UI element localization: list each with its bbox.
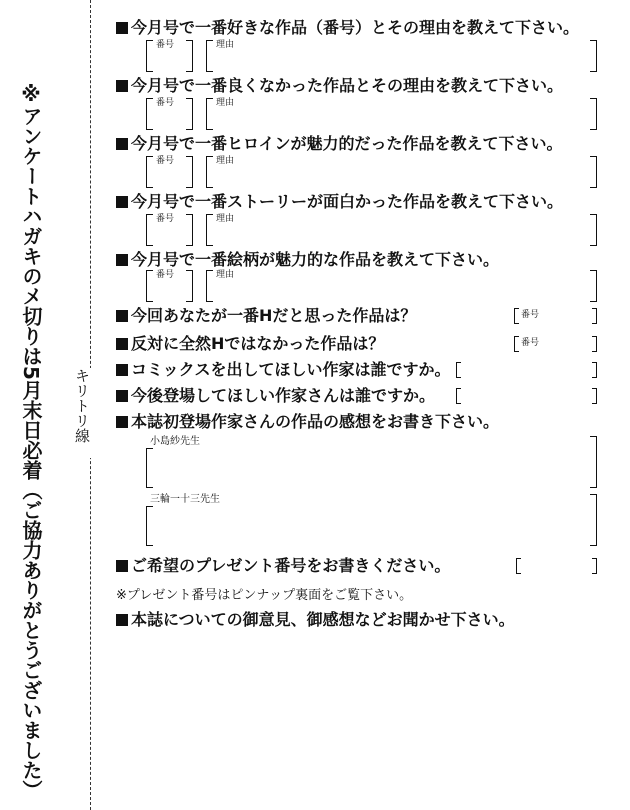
reason-bracket-left: [206, 98, 213, 130]
number-label: 番号: [156, 214, 175, 224]
comment-bracket-left: [146, 506, 153, 546]
reason-label: 理由: [216, 98, 235, 108]
reason-bracket-right: [590, 98, 597, 130]
number-label: 番号: [521, 338, 540, 348]
bullet-square-icon: [116, 310, 128, 322]
author-bracket-right: [592, 362, 597, 378]
question-3-text: 今月号で一番ヒロインが魅力的だった作品を教えて下さい。: [131, 134, 563, 153]
number-bracket-right: [186, 98, 193, 130]
author-bracket-left: [456, 362, 461, 378]
question-12: [116, 610, 515, 630]
question-5: [116, 250, 499, 270]
number-label: 番号: [156, 156, 175, 166]
author-bracket-left: [456, 388, 461, 404]
reason-bracket-left: [206, 214, 213, 246]
bullet-square-icon: [116, 254, 128, 266]
question-2-text: 今月号で一番良くなかった作品とその理由を教えて下さい。: [131, 76, 564, 95]
number-bracket-left: [146, 40, 153, 72]
bullet-square-icon: [116, 80, 128, 92]
number-label: 番号: [521, 310, 540, 320]
question-10-text: 本誌初登場作家さんの作品の感想をお書き下さい。: [131, 412, 500, 431]
bullet-square-icon: [116, 560, 128, 572]
question-7: [116, 334, 384, 354]
question-6: [116, 306, 416, 326]
bullet-square-icon: [116, 22, 128, 34]
reason-bracket-left: [206, 156, 213, 188]
question-9: [116, 386, 435, 406]
comment-bracket-right: [590, 494, 597, 546]
bullet-square-icon: [116, 138, 128, 150]
bullet-square-icon: [116, 614, 128, 626]
question-1: [116, 18, 579, 38]
reason-bracket-left: [206, 270, 213, 302]
cut-line-label: キリトリ線: [71, 368, 93, 458]
question-5-text: 今月号で一番絵柄が魅力的な作品を教えて下さい。: [131, 250, 500, 269]
question-9-text: 今後登場してほしい作家さんは誰ですか。: [131, 386, 436, 405]
number-label: 番号: [156, 40, 175, 50]
number-bracket-left: [146, 98, 153, 130]
reason-bracket-left: [206, 40, 213, 72]
author-name-1: 小島紗先生: [150, 436, 200, 447]
number-bracket-right: [592, 336, 597, 352]
number-bracket-right: [186, 270, 193, 302]
author-bracket-right: [592, 388, 597, 404]
number-bracket-right: [592, 308, 597, 324]
reason-label: 理由: [216, 40, 235, 50]
number-bracket-left: [146, 156, 153, 188]
bullet-square-icon: [116, 390, 128, 402]
reason-bracket-right: [590, 214, 597, 246]
question-2: [116, 76, 563, 96]
bullet-square-icon: [116, 364, 128, 376]
reason-bracket-right: [590, 156, 597, 188]
comment-bracket-left: [146, 448, 153, 488]
question-10: [116, 412, 499, 432]
question-6-text: 今回あなたが一番Hだと思った作品は？: [131, 306, 417, 325]
reason-bracket-right: [590, 270, 597, 302]
question-12-text: 本誌についての御意見、御感想などお聞かせ下さい。: [131, 610, 515, 629]
question-4-text: 今月号で一番ストーリーが面白かった作品を教えて下さい。: [131, 192, 564, 211]
deadline-note: ※アンケートハガキのメ切りは5月末日必着（ご協力ありがとうございました）: [19, 82, 43, 800]
number-bracket-left: [514, 308, 519, 324]
question-3: [116, 134, 563, 154]
question-1-text: 今月号で一番好きな作品（番号）とその理由を教えて下さい。: [131, 18, 580, 37]
bullet-square-icon: [116, 196, 128, 208]
question-11: [116, 556, 450, 576]
number-label: 番号: [156, 98, 175, 108]
number-label: 番号: [156, 270, 175, 280]
reason-label: 理由: [216, 156, 235, 166]
question-8: [116, 360, 451, 380]
number-bracket-left: [146, 270, 153, 302]
bullet-square-icon: [116, 416, 128, 428]
question-7-text: 反対に全然Hではなかった作品は？: [131, 334, 385, 353]
reason-label: 理由: [216, 270, 235, 280]
question-11-text: ご希望のプレゼント番号をお書きください。: [131, 556, 451, 575]
comment-bracket-right: [590, 436, 597, 488]
number-bracket-right: [186, 156, 193, 188]
present-bracket-left: [516, 558, 521, 574]
number-bracket-right: [186, 214, 193, 246]
bullet-square-icon: [116, 338, 128, 350]
number-bracket-right: [186, 40, 193, 72]
author-name-2: 三輪一十三先生: [150, 494, 220, 505]
present-note: ※プレゼント番号はピンナップ裏面をご覧下さい。: [116, 588, 413, 603]
present-bracket-right: [592, 558, 597, 574]
question-4: [116, 192, 563, 212]
number-bracket-left: [514, 336, 519, 352]
number-bracket-left: [146, 214, 153, 246]
reason-label: 理由: [216, 214, 235, 224]
reason-bracket-right: [590, 40, 597, 72]
question-8-text: コミックスを出してほしい作家は誰ですか。: [131, 360, 451, 379]
